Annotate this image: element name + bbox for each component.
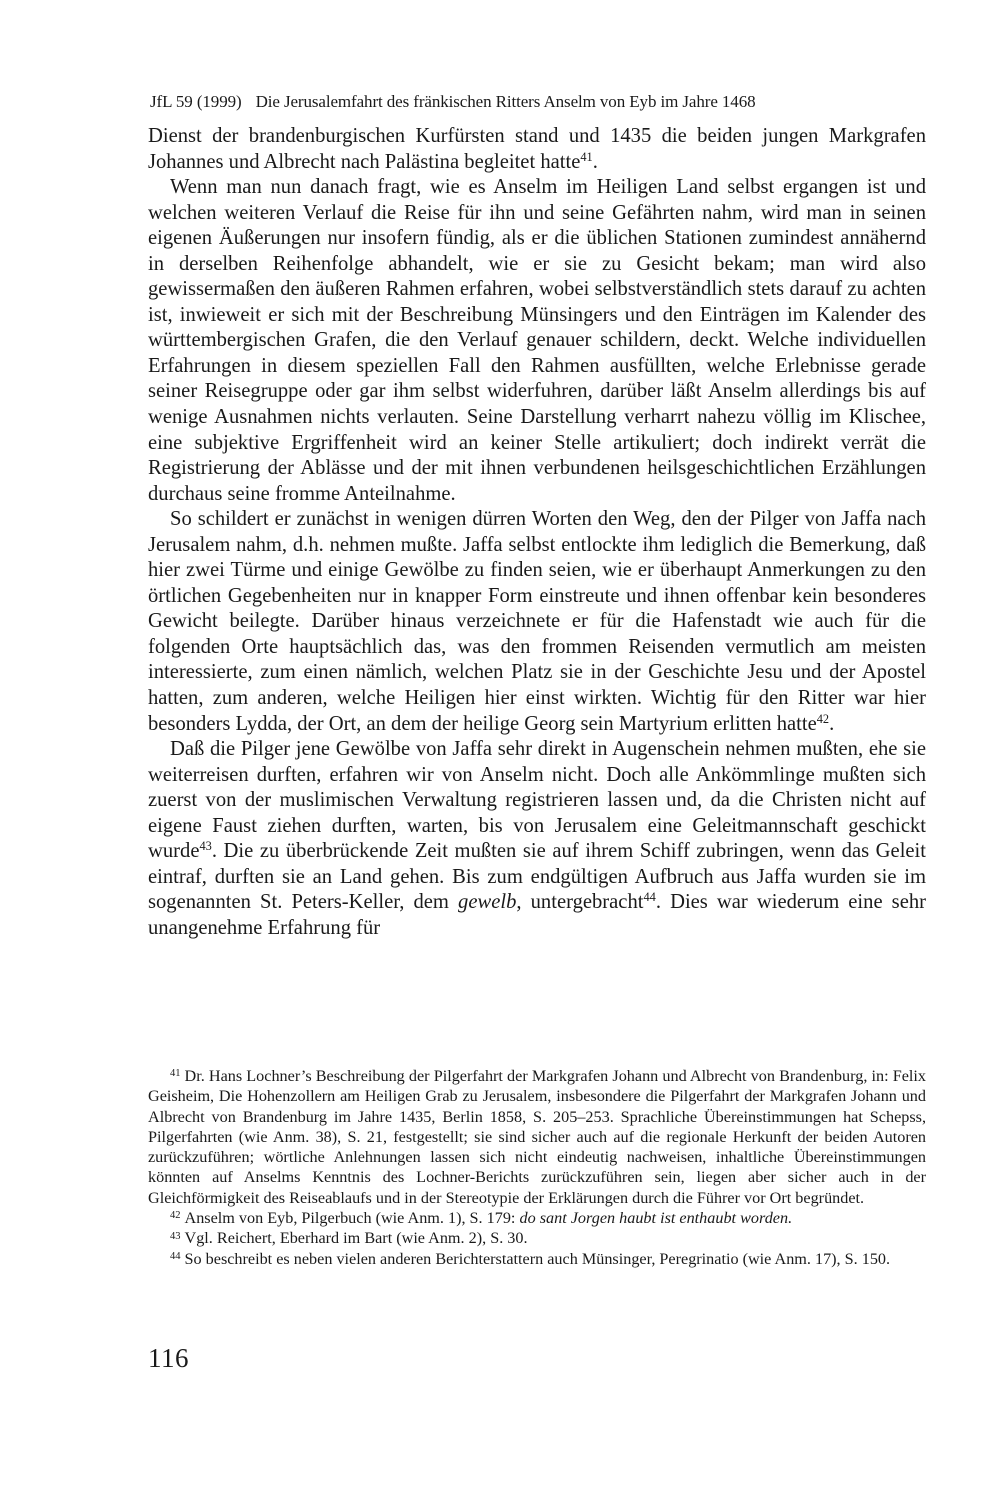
- paragraph-1: Dienst der brandenburgischen Kurfürsten stand und 1435 die beiden jungen Markgrafen Johannes und Albrecht nach Palästina begleitet hatte$^{41}$.: [148, 125, 926, 173]
- paragraph-4: [148, 737, 926, 941]
- footnote-44: [148, 1249, 926, 1269]
- footnote-text: Dr. Hans Lochner’s Beschreibung der Pilgerfahrt der Markgrafen Johann und Albrecht von Brandenburg, in: Felix Geisheim, Die Hohenzollern am Heiligen Grab zu Jerusalem, insbesondere die Pilgerfahrt der Markgrafen Johann und Albrecht von Brandenburg im Jahre 1435, Berlin 1858, S. 205–253. Sprachliche Übereinstimmungen hat Schepss, Pilgerfahrten (wie Anm. 38), S. 21, festgestellt; sie sind sicher auch auf die regionale Herkunft der beiden Autoren zurückzuführen; wörtliche Anlehnungen lassen sich nicht eindeutig nachweisen, inhaltliche Übereinstimmungen könnten auf Anselms Kenntnis des Lochner-Berichts zurückzuführen sein, liegen aber sicher auch in der Gleichförmigkeit des Reiseablaufs und in der Stereotypie der Erklärungen durch die Führer vor Ort begründet.: [148, 1067, 926, 1207]
- footnote-42: [148, 1208, 926, 1228]
- footnote-ref-41[interactable]: 41: [580, 149, 593, 164]
- page-number: 116: [148, 1343, 189, 1373]
- footnote-text: Vgl. Reichert, Eberhard im Bart (wie Anm. 2), S. 30.: [184, 1229, 528, 1248]
- footnote-quote: do sant Jorgen haubt ist enthaubt worden.: [519, 1209, 793, 1228]
- paragraph-4-text-c: , untergebracht: [516, 891, 644, 914]
- footnote-text: So beschreibt es neben vielen anderen Berichterstattern auch Münsinger, Peregrinatio (wie Anm. 17), S. 150.: [184, 1249, 891, 1268]
- italic-term: gewelb: [458, 891, 517, 914]
- journal-citation: JfL 59 (1999): [150, 92, 242, 111]
- footnote-ref-44[interactable]: 44: [643, 890, 656, 905]
- footnote-ref-42[interactable]: 42: [816, 711, 830, 726]
- paragraph-2: Wenn man nun danach fragt, wie es Anselm im Heiligen Land selbst ergangen ist und welchen weiteren Verlauf die Reise für ihn und seine Gefährten nahm, wird man in seinen eigenen Äußerungen nur insofern fündig, als er die üblichen Stationen zumindest annähernd in derselben Reihenfolge abhandelt, wie er sie zu Gesicht bekam; man wird also gewissermaßen den äußeren Rahmen erfahren, wobei selbstverständlich stets darauf zu achten ist, inwieweit er sich mit der Beschreibung Münsingers und den Einträgen im Kalender des württembergischen Grafen, die den Verlauf genauer schildern, deckt. Welche individuellen Erfahrungen in diesem speziellen Fall den Rahmen ausfüllten, welche Erlebnisse gerade seiner Reisegruppe oder gar ihm selbst widerfuhren, darüber läßt Anselm allerdings bis auf wenige Ausnahmen nichts verlauten. Seine Darstellung verharrt nahezu völlig im Klischee, eine subjektive Ergriffenheit wird an keiner Stelle artikuliert; doch indirekt verrät die Registrierung der Ablässe und der mit ihnen verbundenen heilsgeschichtlichen Erzählungen durchaus seine fromme Anteilnahme.: [148, 176, 926, 505]
- footnote-number: 44: [170, 1250, 181, 1262]
- paragraph-4-text-d: . Dies war wiederum eine sehr unangenehme Erfahrung für: [148, 891, 926, 939]
- running-head: [150, 91, 860, 113]
- footnote-text: Anselm von Eyb, Pilgerbuch (wie Anm. 1), S. 179:: [184, 1209, 520, 1228]
- footnote-number: 42: [170, 1210, 181, 1222]
- footnote-number: 43: [170, 1230, 181, 1242]
- paragraph-4-text-a: Daß die Pilger jene Gewölbe von Jaffa sehr direkt in Augenschein nehmen mußten, ehe sie weiterreisen durften, erfahren wir von Anselm nicht. Doch alle Ankömmlinge mußten sich zuerst von der muslimischen Verwaltung registrieren lassen und, da die Christen nicht auf eigene Faust ziehen durften, warten, bis von Jerusalem eine Geleitmannschaft geschickt wurde: [148, 738, 926, 863]
- footnote-ref-43[interactable]: 43: [199, 839, 212, 854]
- paragraph-4-text-b: . Die zu überbrückende Zeit mußten sie auf ihrem Schiff zubringen, wenn das Geleit eintraf, durften sie an Land gehen. Bis zum endgültigen Aufbruch aus Jaffa wurden sie im sogenannten St. Peters-Keller, dem: [148, 840, 926, 914]
- footnote-43: [148, 1228, 926, 1248]
- footnotes: [148, 1066, 926, 1269]
- footnote-number: 41: [170, 1068, 181, 1080]
- article-title: Die Jerusalemfahrt des fränkischen Ritters Anselm von Eyb im Jahre 1468: [255, 92, 756, 111]
- paragraph-3-text: So schildert er zunächst in wenigen dürren Worten den Weg, den der Pilger von Jaffa nach Jerusalem nahm, d.h. nehmen mußte. Jaffa selbst entlockte ihm lediglich die Bemerkung, daß hier zwei Türme und einige Gewölbe zu finden seien, wie er überhaupt Anmerkungen zu den örtlichen Gegebenheiten nur in knapper Form einstreute und ihnen offenbar kein besonderes Gewicht beilegte. Darüber hinaus verzeichnete er für die Hafenstadt wie auch für die folgenden Orte hauptsächlich das, was den frommen Reisenden vermutlich am meisten interessierte, zum einen nämlich, welchen Platz sie in der Geschichte Jesu und der Apostel hatten, zum anderen, welche Heiligen hier einst wirkten. Wichtig für den Ritter war hier besonders Lydda, der Ort, an dem der heilige Georg sein Martyrium erlitten hatte: [148, 508, 926, 735]
- main-text: [148, 124, 926, 942]
- paragraph-3: So schildert er zunächst in wenigen dürren Worten den Weg, den der Pilger von Jaffa nach Jerusalem nahm, d.h. nehmen mußte. Jaffa selbst entlockte ihm lediglich die Bemerkung, daß hier zwei Türme und einige Gewölbe zu finden seien, wie er überhaupt Anmerkungen zu den örtlichen Gegebenheiten nur in knapper Form einstreute und ihnen offenbar kein besonderes Gewicht beilegte. Darüber hinaus verzeichnete er für die Hafenstadt wie auch für die folgenden Orte hauptsächlich das, was den frommen Reisenden vermutlich am meisten interessierte, zum einen nämlich, welchen Platz sie in der Geschichte Jesu und der Apostel hatten, zum anderen, welche Heiligen hier einst wirkten. Wichtig für den Ritter war hier besonders Lydda, der Ort, an dem der heilige Georg sein Martyrium erlitten hatte$^{42}$.: [148, 508, 926, 735]
- paragraph-1-text: Dienst der brandenburgischen Kurfürsten stand und 1435 die beiden jungen Markgrafen Johannes und Albrecht nach Palästina begleitet hatte: [148, 125, 926, 173]
- footnote-41: [148, 1066, 926, 1208]
